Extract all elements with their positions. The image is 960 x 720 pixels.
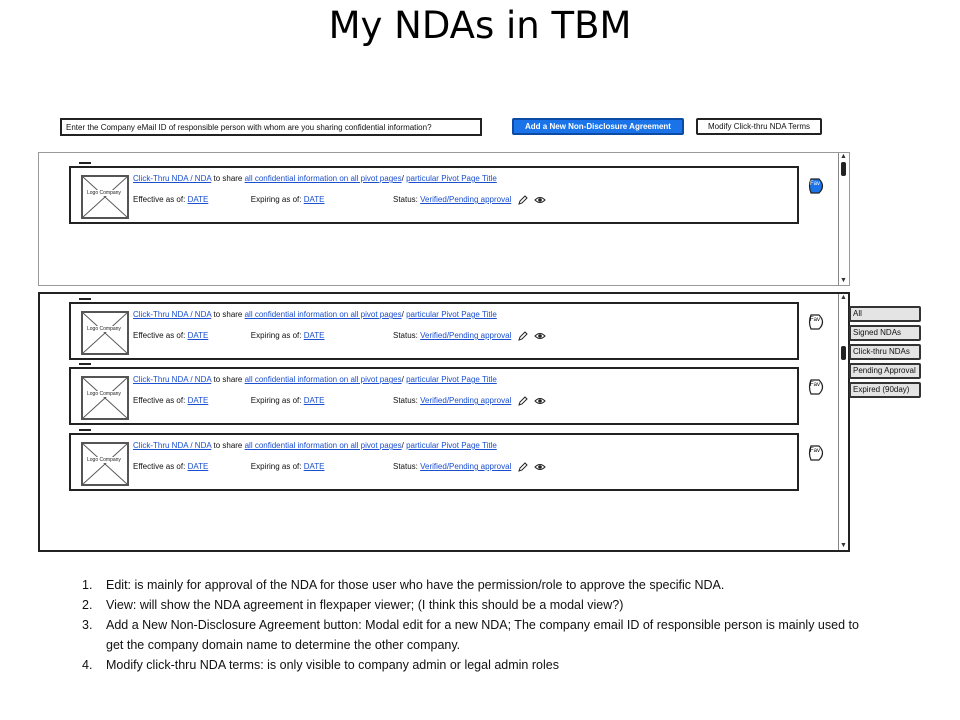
logo-label: Logo Company — [87, 326, 121, 332]
pencil-icon[interactable] — [518, 462, 528, 472]
logo-label: Logo Company — [87, 391, 121, 397]
expiring-date-link[interactable]: DATE — [303, 195, 325, 204]
status-link[interactable]: Verified/Pending approval — [420, 396, 512, 406]
scroll-up-icon[interactable]: ▲ — [840, 294, 847, 301]
status-label: Status: — [393, 195, 418, 205]
nda-dates-line — [133, 462, 324, 471]
expiring-label: Expiring as of: — [250, 195, 302, 204]
nda-status — [393, 462, 546, 472]
eye-icon[interactable] — [534, 196, 546, 204]
logo-label: Logo Company — [87, 190, 121, 196]
effective-date-link[interactable]: DATE — [187, 195, 209, 204]
status-label: Status: — [393, 396, 418, 406]
expiring-label: Expiring as of: — [250, 331, 302, 340]
pivot-page-link[interactable]: particular Pivot Page Title — [406, 310, 497, 319]
page-title: My NDAs in TBM — [328, 4, 632, 47]
note-item: 3. Add a New Non-Disclosure Agreement button: Modal edit for a new NDA; The company email ID of responsible person is mainly used to get the company domain name to determine the other company. — [82, 618, 859, 652]
effective-date-link[interactable]: DATE — [187, 331, 209, 340]
filter-tab[interactable]: Expired (90day) — [849, 382, 921, 398]
pivot-page-link[interactable]: particular Pivot Page Title — [406, 174, 497, 183]
filter-tab[interactable]: All — [849, 306, 921, 322]
effective-date-link[interactable]: DATE — [187, 396, 209, 405]
notes-list — [82, 575, 872, 675]
pivot-page-link[interactable]: particular Pivot Page Title — [406, 375, 497, 384]
expiring-date-link[interactable]: DATE — [303, 331, 325, 340]
scope-link[interactable]: all confidential information on all pivot pages — [244, 310, 402, 319]
nda-type-link[interactable]: Click-Thru NDA / NDA — [133, 174, 212, 183]
add-nda-button[interactable]: Add a New Non-Disclosure Agreement — [512, 118, 684, 135]
logo-label: Logo Company — [87, 457, 121, 463]
company-logo — [81, 442, 129, 486]
effective-date-link[interactable]: DATE — [187, 462, 209, 471]
fav-label: Fav — [810, 181, 821, 187]
separator-text: / — [401, 310, 404, 319]
effective-label: Effective as of: — [133, 195, 186, 204]
to-share-text: to share — [213, 375, 243, 384]
fav-label: Fav — [810, 382, 821, 388]
fav-label: Fav — [810, 317, 821, 323]
scroll-thumb[interactable] — [841, 346, 846, 360]
logo-placeholder-icon — [83, 177, 127, 217]
nda-card — [69, 367, 799, 425]
status-link[interactable]: Verified/Pending approval — [420, 331, 512, 341]
email-field[interactable] — [60, 118, 482, 136]
scope-link[interactable]: all confidential information on all pivot pages — [244, 375, 402, 384]
fav-button[interactable] — [807, 314, 827, 330]
scroll-down-icon[interactable]: ▼ — [840, 542, 847, 549]
nda-summary-line — [133, 310, 497, 319]
nda-dates-line — [133, 195, 324, 204]
status-link[interactable]: Verified/Pending approval — [420, 195, 512, 205]
separator-text: / — [401, 441, 404, 450]
eye-icon[interactable] — [534, 397, 546, 405]
logo-placeholder-icon — [83, 444, 127, 484]
nda-type-link[interactable]: Click-Thru NDA / NDA — [133, 375, 212, 384]
company-logo — [81, 175, 129, 219]
fav-button[interactable] — [807, 178, 827, 194]
nda-summary-line — [133, 375, 497, 384]
nda-status — [393, 195, 546, 205]
modify-terms-button[interactable]: Modify Click-thru NDA Terms — [696, 118, 822, 135]
scroll-up-icon[interactable]: ▲ — [840, 153, 847, 160]
status-label: Status: — [393, 462, 418, 472]
pivot-page-link[interactable]: particular Pivot Page Title — [406, 441, 497, 450]
nda-type-link[interactable]: Click-Thru NDA / NDA — [133, 441, 212, 450]
separator-text: / — [401, 174, 404, 183]
note-item: 1. Edit: is mainly for approval of the NDA for those user who have the permission/role to approve the specific NDA. — [82, 578, 725, 592]
to-share-text: to share — [213, 174, 243, 183]
to-share-text: to share — [213, 310, 243, 319]
effective-label: Effective as of: — [133, 331, 186, 340]
effective-label: Effective as of: — [133, 462, 186, 471]
scroll-down-icon[interactable]: ▼ — [840, 277, 847, 284]
nda-dates-line — [133, 396, 324, 405]
fav-label: Fav — [810, 448, 821, 454]
pencil-icon[interactable] — [518, 331, 528, 341]
expiring-label: Expiring as of: — [250, 396, 302, 405]
nda-card — [69, 166, 799, 224]
pencil-icon[interactable] — [518, 195, 528, 205]
fav-button[interactable] — [807, 445, 827, 461]
note-item: 4. Modify click-thru NDA terms: is only visible to company admin or legal admin roles — [82, 658, 559, 672]
pencil-icon[interactable] — [518, 396, 528, 406]
effective-label: Effective as of: — [133, 396, 186, 405]
eye-icon[interactable] — [534, 463, 546, 471]
logo-placeholder-icon — [83, 313, 127, 353]
nda-status — [393, 396, 546, 406]
scope-link[interactable]: all confidential information on all pivot pages — [244, 174, 402, 183]
scroll-thumb[interactable] — [841, 162, 846, 176]
nda-summary-line — [133, 441, 497, 450]
filter-tab[interactable]: Signed NDAs — [849, 325, 921, 341]
expiring-label: Expiring as of: — [250, 462, 302, 471]
nda-summary-line — [133, 174, 497, 183]
nda-card — [69, 433, 799, 491]
logo-placeholder-icon — [83, 378, 127, 418]
featured-panel-scrollbar[interactable] — [838, 153, 848, 285]
separator-text: / — [401, 375, 404, 384]
company-logo — [81, 311, 129, 355]
to-share-text: to share — [213, 441, 243, 450]
scope-link[interactable]: all confidential information on all pivot pages — [244, 441, 402, 450]
company-logo — [81, 376, 129, 420]
status-label: Status: — [393, 331, 418, 341]
nda-card — [69, 302, 799, 360]
fav-button[interactable] — [807, 379, 827, 395]
eye-icon[interactable] — [534, 332, 546, 340]
nda-type-link[interactable]: Click-Thru NDA / NDA — [133, 310, 212, 319]
filter-tab[interactable]: Click-thru NDAs — [849, 344, 921, 360]
note-item: 2. View: will show the NDA agreement in flexpaper viewer; (I think this should be a modal view?) — [82, 598, 624, 612]
expiring-date-link[interactable]: DATE — [303, 396, 325, 405]
nda-list-scrollbar[interactable] — [838, 294, 848, 550]
nda-status — [393, 331, 546, 341]
filter-tab[interactable]: Pending Approval — [849, 363, 921, 379]
status-link[interactable]: Verified/Pending approval — [420, 462, 512, 472]
nda-dates-line — [133, 331, 324, 340]
expiring-date-link[interactable]: DATE — [303, 462, 325, 471]
